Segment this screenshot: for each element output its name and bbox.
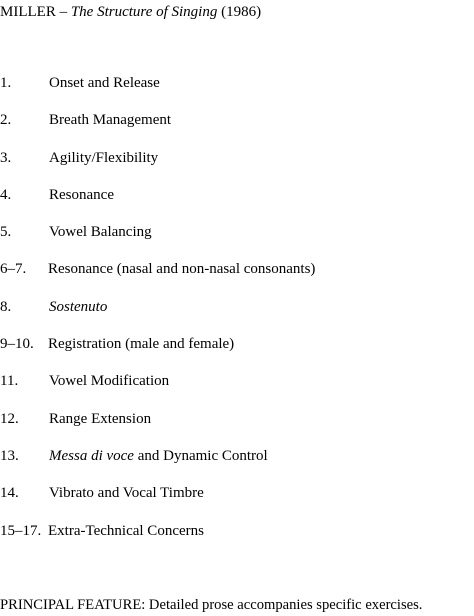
item-number: 4. [0,186,12,203]
item-number: 9–10. [0,336,34,353]
item-number: 2. [0,112,12,129]
list-item [0,223,474,260]
item-number: 11. [0,373,19,390]
item-number: 6–7. [0,261,27,278]
list-item [0,372,474,409]
item-label: Breath Management [49,112,172,129]
item-label: Extra-Technical Concerns [48,522,204,539]
item-number: 8. [0,298,12,315]
list-item [0,447,474,484]
item-label: Agility/Flexibility [49,149,159,166]
item-label: Range Extension [49,410,152,427]
list-item [0,74,474,111]
item-label-italic: Messa di voce [49,447,134,464]
item-number: 12. [0,410,19,427]
title-dash: – [55,4,71,20]
item-label: Registration (male and female) [48,336,235,353]
item-number: 14. [0,485,19,502]
item-label: Onset and Release [49,75,160,91]
document-title [0,3,261,21]
list-item [0,335,474,372]
item-number: 13. [0,447,19,464]
principal-feature-note: PRINCIPAL FEATURE: Detailed prose accompanies specific exercises. [0,597,423,613]
item-label: Resonance (nasal and non-nasal consonants) [48,261,316,278]
list-item [0,186,474,223]
item-label [49,298,107,316]
item-label: Vowel Modification [49,373,170,390]
item-number: 15–17. [0,522,42,539]
list-item [0,410,474,447]
item-label: Resonance [49,186,114,203]
item-label: Vibrato and Vocal Timbre [49,485,204,502]
title-work: The Structure of Singing [70,4,218,20]
list-item [0,484,474,521]
list-item [0,260,474,297]
title-year: (1986) [217,4,262,20]
item-label: Vowel Balancing [49,224,152,241]
item-label-rest: and Dynamic Control [133,447,268,464]
list-item [0,298,474,335]
chapter-list [0,74,474,559]
list-item [0,111,474,148]
title-author: MILLER [0,4,56,20]
item-label [49,447,268,465]
item-number: 3. [0,149,12,166]
item-number: 1. [0,75,12,91]
item-label-italic: Sostenuto [49,298,108,315]
item-number: 5. [0,224,12,241]
list-item [0,149,474,186]
list-item [0,522,474,559]
